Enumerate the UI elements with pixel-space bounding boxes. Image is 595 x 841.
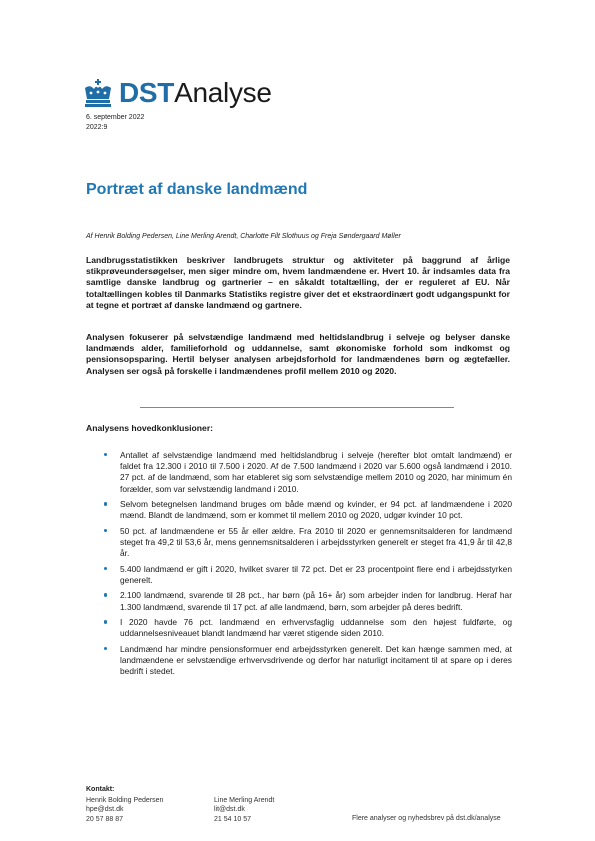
contact-phone: 20 57 88 87 <box>86 815 123 823</box>
brand-logo[interactable] <box>119 76 272 110</box>
contact-name: Henrik Bolding Pedersen <box>86 797 164 804</box>
conclusion-text: I 2020 havde 76 pct. landmænd en erhvervsfaglig uddannelse som den højest fuldførte, og uddannelsesniveauet blandt landmænd har været stigende siden 2010. <box>120 617 512 639</box>
bullet-icon <box>104 567 107 570</box>
bullet-icon <box>104 529 107 532</box>
conclusion-text: Selvom betegnelsen landmand bruges om både mænd og kvinder, er 94 pct. af landmændene i 2020 mænd. Blandt de landmænd, som er kommet til mellem 2010 og 2020, udgør kvinder 10 pct. <box>120 499 512 521</box>
publication-date: 6. september 2022 <box>86 114 145 121</box>
contact-phone: 21 54 10 57 <box>214 815 251 823</box>
conclusion-text: 5.400 landmænd er gift i 2020, hvilket svarer til 72 pct. Det er 23 procentpoint flere end i arbejdsstyrken generelt. <box>120 563 512 585</box>
bullet-icon <box>104 453 107 456</box>
section-divider <box>140 407 454 408</box>
crown-logo-icon <box>82 79 114 109</box>
list-item <box>104 450 512 495</box>
conclusion-text: 50 pct. af landmændene er 55 år eller ældre. Fra 2010 til 2020 er gennemsnitsalderen for landmænd steget fra 49,2 til 53,6 år, mens gennemsnitsalderen i arbejdsstyrken generelt er steget fra 41,9 år til 42,8 år. <box>120 525 512 559</box>
conclusion-text: Landmænd har mindre pensionsformuer end arbejdsstyrken generelt. Det kan hænge sammen med, at landmændene er selvstændige erhvervsdrivende og derfor har naturligt incitament til at spare op i deres bedrift i stedet. <box>120 643 512 677</box>
page-title: Portræt af danske landmænd <box>86 181 308 198</box>
logo-dst: DST <box>119 77 175 108</box>
list-item <box>104 564 512 586</box>
list-item <box>104 644 512 678</box>
contact-name: Line Merling Arendt <box>214 797 275 804</box>
issue-number: 2022:9 <box>86 124 108 131</box>
conclusion-text: Antallet af selvstændige landmænd med heltidslandbrug i selveje (herefter blot omtalt landmænd) er faldet fra 12.300 i 2010 til 7.500 i 2020. Af de 7.500 landmænd i 2020 var 5.600 også landmænd i 2010. 27 pct. af de landmænd, som har etableret sig som selvstændige mellem 2010 og 2020, har minimum én forælder, som var selvstændig landmand i 2010. <box>120 450 512 494</box>
conclusion-text: 2.100 landmænd, svarende til 28 pct., har børn (på 16+ år) som arbejder inden for landbrug. Heraf har 1.300 landmænd, svarende til 17 pct. af alle landmænd, børn, som arbejder på deres bedrift. <box>120 590 512 612</box>
bullet-icon <box>104 647 107 650</box>
conclusions-list <box>104 450 512 682</box>
contact-person-2 <box>214 796 274 824</box>
list-item <box>104 499 512 521</box>
authors: Af Henrik Bolding Pedersen, Line Merling Arendt, Charlotte Filt Slothuus og Freja Søndergaard Møller <box>86 233 401 240</box>
bullet-icon <box>104 502 107 505</box>
contact-email-link[interactable]: hpe@dst.dk <box>86 806 124 814</box>
contact-email-link[interactable]: lit@dst.dk <box>214 806 245 814</box>
bullet-icon <box>104 620 107 623</box>
intro-paragraph-2: Analysen fokuserer på selvstændige landmænd med heltidslandbrug i selveje og belyser danske landmænds alder, familieforhold og uddannelse, samt økonomiske forhold som indkomst og pensionsopsparing. Hertil belyser analysen arbejdsforhold for landmændenes børn og ægtefæller. Analysen ser også på forskelle i landmændenes profil mellem 2010 og 2020. <box>86 332 510 376</box>
bullet-icon <box>104 593 107 596</box>
contact-person-1 <box>86 796 163 824</box>
logo-analyse: Analyse <box>174 77 272 108</box>
contact-heading: Kontakt: <box>86 786 115 793</box>
conclusions-heading: Analysens hovedkonklusioner: <box>86 423 214 433</box>
list-item <box>104 526 512 560</box>
footer-link[interactable]: Flere analyser og nyhedsbrev på dst.dk/analyse <box>352 815 501 822</box>
list-item <box>104 617 512 639</box>
list-item <box>104 590 512 612</box>
intro-paragraph-1: Landbrugsstatistikken beskriver landbrugets struktur og aktiviteter på baggrund af årlige stikprøveundersøgelser, men siger mindre om, hvem landmændene er. Hvert 10. år indsamles data fra samtlige danske landbrug og gartnerier – en såkaldt totaltælling, der er reguleret af EU. Når totaltællingen kobles til Danmarks Statistiks registre giver det et ekstraordinært godt udgangspunkt for at tegne et portræt af danske landmænd og gartnere. <box>86 255 510 310</box>
